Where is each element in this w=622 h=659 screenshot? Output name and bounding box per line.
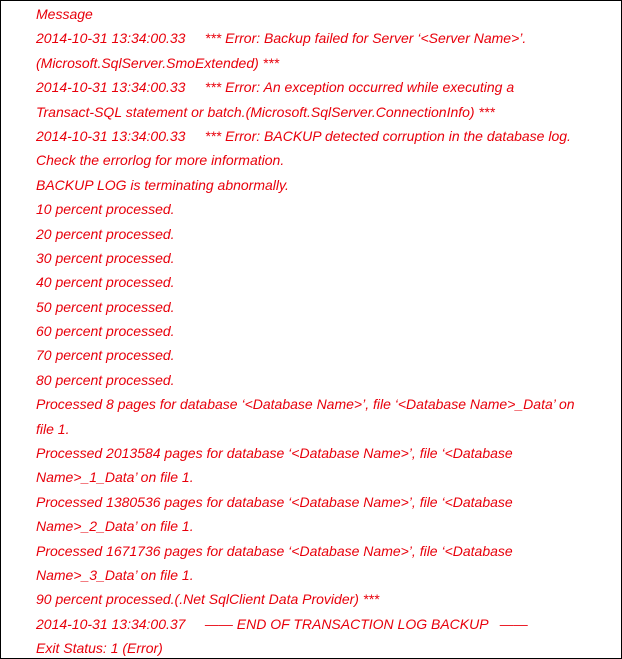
log-line-error-exception: 2014-10-31 13:34:00.33 *** Error: An exception occurred while executing a	[36, 79, 515, 96]
log-line-processed-pages-cont: Name>_2_Data’ on file 1.	[36, 518, 194, 535]
log-line-processed-pages-cont: Name>_1_Data’ on file 1.	[36, 469, 194, 486]
log-line-error-corruption: 2014-10-31 13:34:00.33 *** Error: BACKUP detected corruption in the database log.	[36, 127, 571, 144]
log-line-progress: 50 percent processed.	[36, 298, 175, 315]
log-line-progress: 80 percent processed.	[36, 371, 175, 388]
log-line-progress: 70 percent processed.	[36, 347, 175, 364]
log-line-processed-pages-cont: file 1.	[36, 420, 70, 437]
log-line-progress-final: 90 percent processed.(.Net SqlClient Data Provider) ***	[36, 591, 380, 608]
log-line-processed-pages: Processed 1380536 pages for database ‘<Database Name>’, file ‘<Database	[36, 493, 513, 510]
log-line-processed-pages: Processed 8 pages for database ‘<Database Name>’, file ‘<Database Name>_Data’ on	[36, 396, 575, 413]
log-line-processed-pages: Processed 1671736 pages for database ‘<Database Name>’, file ‘<Database	[36, 542, 513, 559]
log-line-progress: 40 percent processed.	[36, 274, 175, 291]
log-line-error-exception-cont: Transact-SQL statement or batch.(Microsoft.SqlServer.ConnectionInfo) ***	[36, 103, 495, 120]
log-line-progress: 20 percent processed.	[36, 225, 175, 242]
log-header-message: Message	[36, 6, 93, 22]
log-line-progress: 10 percent processed.	[36, 201, 175, 218]
log-line-exit-status: Exit Status: 1 (Error)	[36, 640, 163, 657]
log-line-end-of-backup: 2014-10-31 13:34:00.37 —— END OF TRANSACTION LOG BACKUP ——	[36, 615, 528, 632]
log-line-processed-pages-cont: Name>_3_Data’ on file 1.	[36, 566, 194, 583]
log-output	[36, 2, 609, 659]
log-line-progress: 60 percent processed.	[36, 323, 175, 340]
log-line-error-backup-failed: 2014-10-31 13:34:00.33 *** Error: Backup failed for Server ‘<Server Name>’.	[36, 30, 527, 47]
log-line-terminating: BACKUP LOG is terminating abnormally.	[36, 176, 289, 193]
log-line-progress: 30 percent processed.	[36, 249, 175, 266]
log-line-error-corruption-cont: Check the errorlog for more information.	[36, 152, 285, 169]
log-line-processed-pages: Processed 2013584 pages for database ‘<Database Name>’, file ‘<Database	[36, 445, 513, 462]
log-line-error-backup-failed-cont: (Microsoft.SqlServer.SmoExtended) ***	[36, 54, 280, 71]
